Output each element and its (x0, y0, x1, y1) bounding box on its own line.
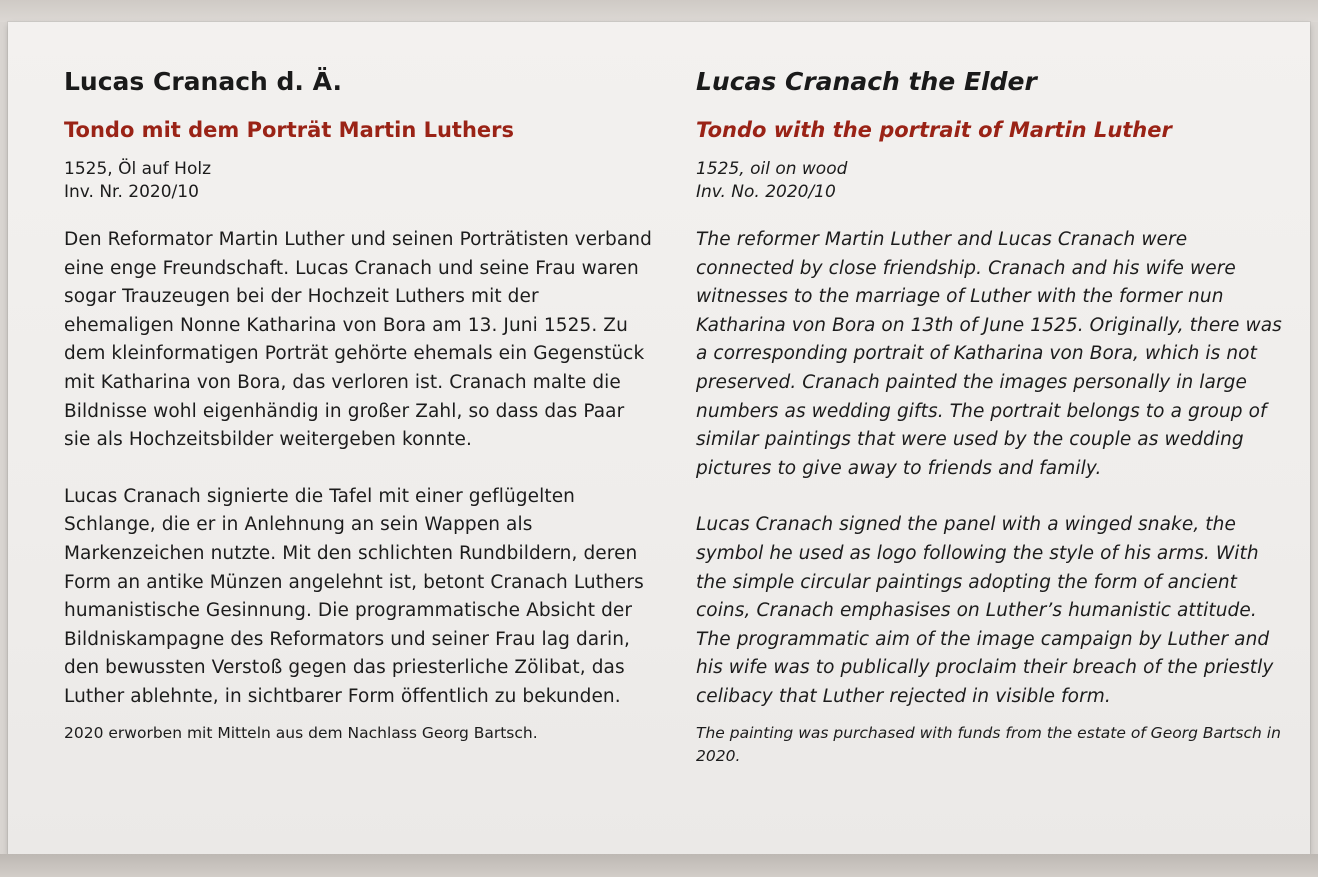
description-paragraph-2-german: Lucas Cranach signierte die Tafel mit einer geflügelten Schlange, die er in Anlehnung an sein Wappen als Markenzeichen nutzte. Mit den schlichten Rundbildern, deren Form an antike Münzen angelehnt ist, betont Cranach Luthers humanistische Gesinnung. Die programmatische Absicht der Bildniskampagne des Reformators und seiner Frau lag darin, den bewussten Verstoß gegen das priesterliche Zölibat, das Luther ablehnte, in sichtbarer Form öffentlich zu bekunden. (64, 485, 644, 707)
museum-label-card (8, 22, 1310, 854)
acquisition-credit-english: The painting was purchased with funds from the estate of Georg Bartsch in 2020. (696, 723, 1281, 765)
artist-name-english: Lucas Cranach the Elder (696, 67, 1037, 96)
inventory-number-english: Inv. No. 2020/10 (696, 182, 836, 202)
date-medium-english: 1525, oil on wood (696, 159, 848, 179)
artwork-meta-english (696, 158, 1286, 204)
english-column (696, 66, 1286, 768)
wall-top (0, 0, 1318, 22)
artwork-meta-german (64, 158, 654, 204)
acquisition-credit-german: 2020 erworben mit Mitteln aus dem Nachlass Georg Bartsch. (64, 723, 538, 742)
german-column (64, 66, 654, 745)
description-paragraph-2-english: Lucas Cranach signed the panel with a winged snake, the symbol he used as logo following the style of his arms. With the simple circular paintings adopting the form of ancient coins, Cranach emphasises on Luther’s humanistic attitude. The programmatic aim of the image campaign by Luther and his wife was to publically proclaim their breach of the priestly celibacy that Luther rejected in visible form. (696, 514, 1274, 707)
artwork-title-english: Tondo with the portrait of Martin Luther (696, 118, 1172, 142)
artwork-title-german: Tondo mit dem Porträt Martin Luthers (64, 118, 515, 142)
inventory-number-german: Inv. Nr. 2020/10 (64, 182, 199, 202)
wall-bottom (0, 854, 1318, 877)
date-medium-german: 1525, Öl auf Holz (64, 159, 211, 179)
artist-name-german: Lucas Cranach d. Ä. (64, 67, 342, 96)
description-paragraph-1-english: The reformer Martin Luther and Lucas Cranach were connected by close friendship. Cranach and his wife were witnesses to the marriage of Luther with the former nun Katharina von Bora on 13th of June 1525. Originally, there was a corresponding portrait of Katharina von Bora, which is not preserved. Cranach painted the images personally in large numbers as wedding gifts. The portrait belongs to a group of similar paintings that were used by the couple as wedding pictures to give away to friends and family. (696, 229, 1282, 479)
description-paragraph-1-german: Den Reformator Martin Luther und seinen Porträtisten verband eine enge Freundschaft. Lucas Cranach und seine Frau waren sogar Trauzeugen bei der Hochzeit Luthers mit der ehemaligen Nonne Katharina von Bora am 13. Juni 1525. Zu dem kleinformatigen Porträt gehörte ehemals ein Gegenstück mit Katharina von Bora, das verloren ist. Cranach malte die Bildnisse wohl eigenhändig in großer Zahl, so dass das Paar sie als Hochzeitsbilder weitergeben konnte. (64, 229, 652, 451)
